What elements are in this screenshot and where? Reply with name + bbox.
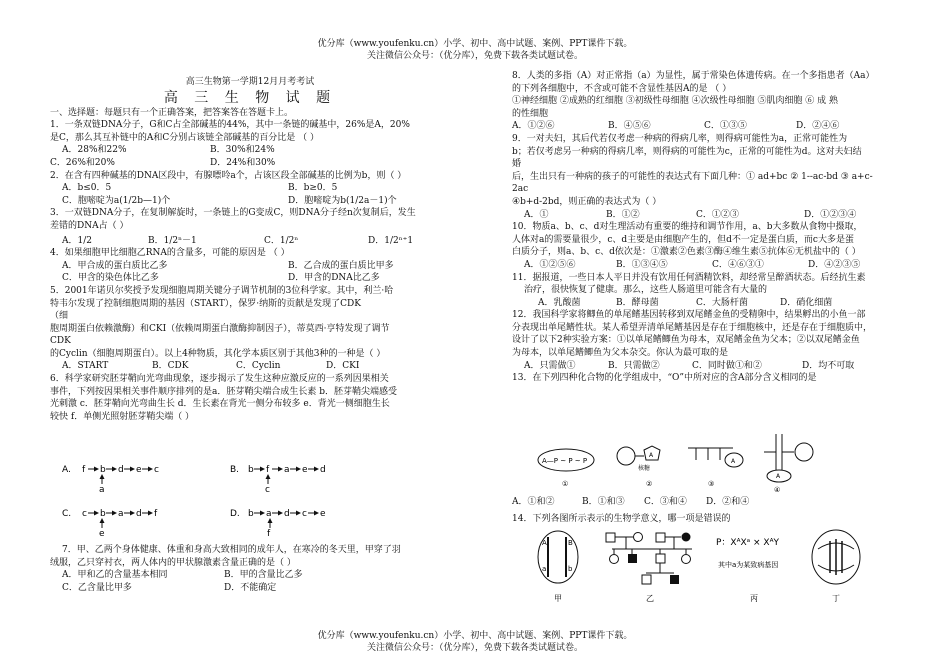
option: D．胞嘧啶为b(1/2a－1)个: [288, 195, 397, 206]
q13-compound-4-trna: [764, 434, 813, 494]
option: D．④②③⑤: [808, 259, 861, 270]
svg-text:c: c: [154, 465, 159, 475]
q8-line-4: 的性细胞: [512, 108, 549, 119]
option: C．①②③: [696, 209, 739, 220]
q13-compound-2: [617, 446, 660, 488]
svg-text:a: a: [284, 465, 290, 475]
q14-label-jia: 甲: [554, 594, 562, 603]
svg-text:A: A: [649, 452, 654, 459]
option: A．①②⑥: [512, 121, 555, 132]
q12-line-1: 12．我国科学家将鲫鱼的单尾鳍基因转移到双尾鳍金鱼的受精卵中，结果孵出的小鱼一部: [512, 310, 866, 321]
q13-compound-3: [688, 448, 743, 488]
option: D．均不可取: [802, 360, 855, 371]
q6-line-2: 事件，下列按因果相关事件顺序排列的是a．胚芽鞘尖端合成生长素 b．胚芽鞘尖端感受: [50, 386, 397, 397]
q9-line-6: ④b+d-2bd，则正确的表达式为（ ）: [512, 196, 662, 207]
q10-line-3: 白质分子，则a、b、c、d依次是：①激素②色素③酶④维生素⑤抗体⑥无机盐中的（ ）: [512, 247, 861, 258]
svg-text:其中a为某致病基因: 其中a为某致病基因: [718, 561, 779, 569]
option: D．甲含的DNA比乙多: [288, 273, 380, 284]
q14-panel-jia-cell: [538, 531, 578, 603]
option: D．不能确定: [224, 582, 277, 593]
option: B．b≥0．5: [288, 183, 338, 194]
q13-options: [512, 496, 932, 509]
q7-options: [50, 569, 450, 582]
svg-text:d: d: [320, 465, 326, 475]
q14-panel-bing-cross: [716, 538, 779, 603]
q14-line-1: 14．下列各图所示表示的生物学意义，哪一项是错误的: [512, 513, 731, 524]
q5-line-4: 胞周期蛋白依赖激酶）和CKI（依赖周期蛋白激酶抑制因子），蒂莫西·亨特发现了调节: [50, 323, 390, 334]
option: B．乙合成的蛋白质比甲多: [288, 260, 394, 271]
svg-text:A: A: [776, 473, 781, 480]
q4-options-2: [50, 272, 450, 285]
svg-text:e: e: [136, 465, 142, 475]
q5-line-5: CDK: [50, 336, 71, 347]
q14-figure: [516, 527, 876, 607]
svg-text:d: d: [136, 509, 142, 519]
q5-line-1: 5．2001年诺贝尔奖授予发现细胞周期关键分子调节机制的3位科学家。其中，利兰·哈: [50, 285, 394, 296]
option: A．甲和乙的含量基本相同: [62, 570, 168, 581]
footer-line-2: 关注微信公众号：（优分库），免费下载各类试题试卷。: [366, 643, 583, 653]
q9-line-4: 后，生出只有一种病的孩子的可能性的表达式有下面几种：① ad+bc ② 1--ac-bd ③ a+c-: [512, 171, 873, 182]
svg-text:d: d: [118, 465, 124, 475]
option: C．胞嘧啶为a(1/2b—1)个: [62, 195, 171, 206]
q6-line-1: 6．科学家研究胚芽鞘向光弯曲现象，逐步揭示了发生这种应激反应的一系列因果相关: [50, 374, 389, 385]
q1-line-2: 是C，那么其互补链中的A和C分别占该链全部碱基的百分比是 （ ）: [50, 132, 319, 143]
q9-line-2: b；若仅考虑另一种病的得病几率，则得病的可能性为c，正常的可能性为d。这对夫妇结: [512, 146, 862, 157]
q9-options: [512, 209, 932, 222]
svg-text:b: b: [248, 465, 254, 475]
option: B．酵母菌: [616, 297, 659, 308]
option: A．只需做①: [524, 360, 576, 371]
option: C．④⑥③①: [712, 259, 764, 270]
q10-options: [512, 259, 932, 272]
q6-line-3: 光刺激 c．胚芽鞘向光弯曲生长 d．生长素在背光一侧分布较多 e．背光一侧细胞生长: [50, 399, 390, 410]
svg-text:c: c: [265, 485, 270, 495]
svg-text:c: c: [302, 509, 307, 519]
option: B．CDK: [152, 361, 189, 372]
q11-line-2: 治疗，很快恢复了健康。那么，这些人肠道里可能含有大量的: [524, 285, 768, 296]
q5-line-6: 的Cyclin（细胞周期蛋白）。以上4种物质，其化学本质区别于其他3种的一种是（ ）: [50, 348, 386, 359]
q12-line-2: 分表现出单尾鳍性状。某人希望弄清单尾鳍基因是存在于细胞核中，还是存在于细胞质中，: [512, 322, 873, 333]
option: D．②和④: [706, 497, 750, 507]
svg-text:e: e: [99, 529, 105, 539]
option: B．甲的含量比乙多: [224, 570, 303, 581]
q4-line-1: 4．如果细胞甲比细胞乙RNA的含量多，可能的原因是 （ ）: [50, 248, 290, 259]
q5-line-3: （细: [50, 311, 69, 322]
q3-options: [50, 233, 450, 248]
option: D．CKI: [326, 361, 360, 372]
q7-block: [50, 544, 450, 594]
q8-options: [512, 120, 932, 133]
option: B．只需做②: [608, 360, 660, 371]
option: B．①③④⑤: [616, 259, 668, 270]
q2-line-1: 2．在含有四种碱基的DNA区段中，有腺嘌呤a个，占该区段全部碱基的比例为b，则（ ）: [50, 170, 407, 181]
q2-options-2: [50, 195, 450, 208]
right-column: [512, 70, 932, 385]
q7-line-1: 7．甲、乙两个身体健康、体重和身高大致相同的成年人，在寒冷的冬天里，甲穿了羽: [62, 545, 401, 555]
svg-text:A: A: [731, 458, 736, 465]
q8-line-2: 的下列各细胞中，不含或可能不含显性基因A的是 （ ）: [512, 83, 732, 94]
q6-options-diagram: [60, 458, 390, 540]
option: A．28%和22%: [62, 145, 127, 156]
svg-text:①: ①: [562, 480, 569, 488]
q3-line-1: 3．一双链DNA分子，在复制解旋时，一条链上的G变成C，则DNA分子经n次复制后，发生: [50, 208, 416, 219]
footer-line-1: 优分库（www.youfenku.cn）小学、初中、高中试题、案例、PPT课件下载。: [317, 631, 633, 641]
svg-text:e: e: [302, 465, 308, 475]
q6-option-d-chain: [248, 509, 326, 539]
svg-text:a: a: [99, 485, 105, 495]
svg-text:f: f: [82, 465, 86, 475]
q4-options: [50, 260, 450, 273]
option: D．①②③④: [804, 209, 857, 220]
q7-options-2: [50, 582, 450, 595]
q13-14-block: [512, 496, 932, 525]
section-heading: 一、选择题：每题只有一个正确答案，把答案答在答题卡上。: [50, 107, 294, 118]
exam-subtitle: 高三生物第一学期12月月考考试: [185, 77, 315, 87]
q11-options: [512, 297, 932, 310]
q10-line-2: 人体对a的需要量很少，c、d主要是由细胞产生的，但d不一定是蛋白质，而c大多是蛋: [512, 234, 854, 245]
exam-title: 高 三 生 物 试 题: [163, 89, 337, 106]
q6-line-4: 较快 f．单侧光照射胚芽鞘尖端（ ）: [50, 411, 195, 422]
header-line-1: 优分库（www.youfenku.cn）小学、初中、高中试题、案例、PPT课件下载。: [317, 39, 633, 49]
q14-label-bing: 丙: [750, 594, 758, 603]
option: C．③和④: [644, 497, 687, 507]
option: A．①: [524, 209, 549, 220]
q6-option-d-label: D.: [230, 509, 240, 519]
option: D．24%和30%: [210, 157, 276, 168]
option: A．甲合成的蛋白质比乙多: [62, 260, 168, 271]
q7-line-2: 绒服，乙只穿衬衣，两人体内的甲状腺激素含量正确的是（ ）: [50, 557, 296, 568]
svg-text:d: d: [284, 509, 290, 519]
svg-text:核糖: 核糖: [638, 465, 651, 472]
option: D．1/2ⁿ⁺1: [368, 235, 414, 246]
q6-option-a-chain: [82, 465, 159, 495]
footer-watermark: [0, 630, 950, 654]
q12-line-4: 为母本，以单尾鳍鲫鱼为父本杂交。你认为最可取的是: [512, 348, 729, 359]
option: B．①和③: [582, 497, 625, 507]
svg-text:a: a: [542, 565, 547, 573]
q13-line-1: 13．在下列四种化合物的化学组成中，“O”中所对应的含A部分含义相同的是: [512, 373, 817, 384]
svg-text:f: f: [154, 509, 158, 519]
q12-line-3: 设计了以下2种实验方案：①以单尾鳍鲫鱼为母本，双尾鳍金鱼为父本；②以双尾鳍金鱼: [512, 335, 860, 346]
q9-line-5: 2ac: [512, 184, 529, 195]
q3-line-2: 差错的DNA占（ ）: [50, 220, 129, 231]
option: A．1/2: [62, 235, 92, 246]
header-line-2: 关注微信公众号：（优分库），免费下载各类试题试卷。: [366, 51, 583, 61]
q13-compound-1: [538, 449, 594, 488]
left-column: [50, 70, 450, 423]
option: D．硝化细菌: [780, 297, 833, 308]
q14-panel-yi-pedigree: [606, 533, 692, 604]
q14-label-yi: 乙: [646, 594, 654, 603]
q9-line-1: 9．一对夫妇，其后代若仅考虑一种病的得病几率，则得病可能性为a，正常可能性为: [512, 133, 848, 144]
option: C．①③⑤: [704, 121, 747, 132]
svg-text:f: f: [267, 529, 271, 539]
q6-option-b-chain: [248, 465, 326, 495]
q8-line-3: ①神经细胞 ②成熟的红细胞 ③初级性母细胞 ④次级性母细胞 ⑤肌肉细胞 ⑥ 成 熟: [512, 96, 839, 107]
option: D．②④⑥: [796, 121, 840, 132]
q12-options: [512, 360, 932, 373]
q5-options: [50, 360, 450, 373]
svg-text:b: b: [248, 509, 254, 519]
option: C．大肠杆菌: [696, 297, 748, 308]
svg-text:③: ③: [708, 480, 715, 488]
q11-line-1: 11．据报道，一些日本人平日并没有饮用任何酒精饮料，却经常呈醉酒状态。后经抗生素: [512, 272, 866, 283]
q10-line-1: 10．物质a、b、c、d对生理活动有重要的维持和调节作用，a、b大多数从食物中摄取，: [512, 222, 863, 233]
svg-text:②: ②: [646, 480, 653, 488]
option: C．同时做①和②: [692, 360, 762, 371]
svg-text:A—P ~ P ~ P: A—P ~ P ~ P: [542, 457, 588, 465]
svg-text:c: c: [82, 509, 87, 519]
q6-option-c-label: C.: [62, 509, 72, 519]
q5-line-2: 特韦尔发现了控制细胞周期的基因（START），保罗·纳斯的贡献是发现了CDK: [50, 298, 361, 309]
option: C．1/2ⁿ: [264, 235, 299, 246]
option: A．①和②: [512, 497, 555, 507]
q6-option-b-label: B.: [230, 465, 240, 475]
q9-line-3: 婚: [512, 159, 522, 170]
q14-panel-ding-cell: [812, 530, 860, 603]
q13-figure: [528, 430, 828, 494]
svg-text:B: B: [568, 539, 573, 547]
option: B．④⑤⑥: [608, 121, 651, 132]
option: A．START: [62, 361, 109, 372]
svg-text:b: b: [568, 565, 573, 573]
svg-text:A: A: [542, 539, 547, 547]
option: C．甲含的染色体比乙多: [62, 273, 159, 284]
q2-options: [50, 182, 450, 195]
svg-text:P：XᴬXᵃ × XᴬY: P：XᴬXᵃ × XᴬY: [716, 538, 779, 548]
svg-text:a: a: [118, 509, 124, 519]
option: C．乙含量比甲多: [62, 582, 132, 593]
q1-line-1: 1．一条双链DNA分子，G和C占全部碱基的44%，其中一条链的碱基中，26%是A，20%: [50, 120, 410, 131]
q8-line-1: 8．人类的多指（A）对正常指（a）为显性，属于常染色体遗传病。在一个多指患者（Aa）: [512, 71, 875, 81]
q1-options-2: [50, 157, 450, 170]
svg-text:b: b: [100, 509, 106, 519]
svg-text:a: a: [266, 509, 272, 519]
option: A．乳酸菌: [538, 297, 581, 308]
header-watermark: [0, 38, 950, 62]
q6-option-a-label: A.: [62, 465, 71, 475]
option: B．1/2ⁿ－1: [148, 235, 197, 246]
svg-text:b: b: [100, 465, 106, 475]
option: C．26%和20%: [50, 157, 115, 168]
option: B．①②: [606, 209, 640, 220]
q1-options: [50, 144, 450, 157]
q6-option-c-chain: [82, 509, 158, 539]
svg-text:e: e: [320, 509, 326, 519]
option: B．30%和24%: [210, 145, 275, 156]
svg-text:f: f: [266, 465, 270, 475]
q14-label-ding: 丁: [832, 594, 840, 603]
svg-text:④: ④: [774, 486, 781, 494]
option: A．b≤0．5: [62, 183, 112, 194]
option: A．①②⑤⑥: [524, 259, 576, 270]
option: C．Cyclin: [236, 361, 281, 372]
